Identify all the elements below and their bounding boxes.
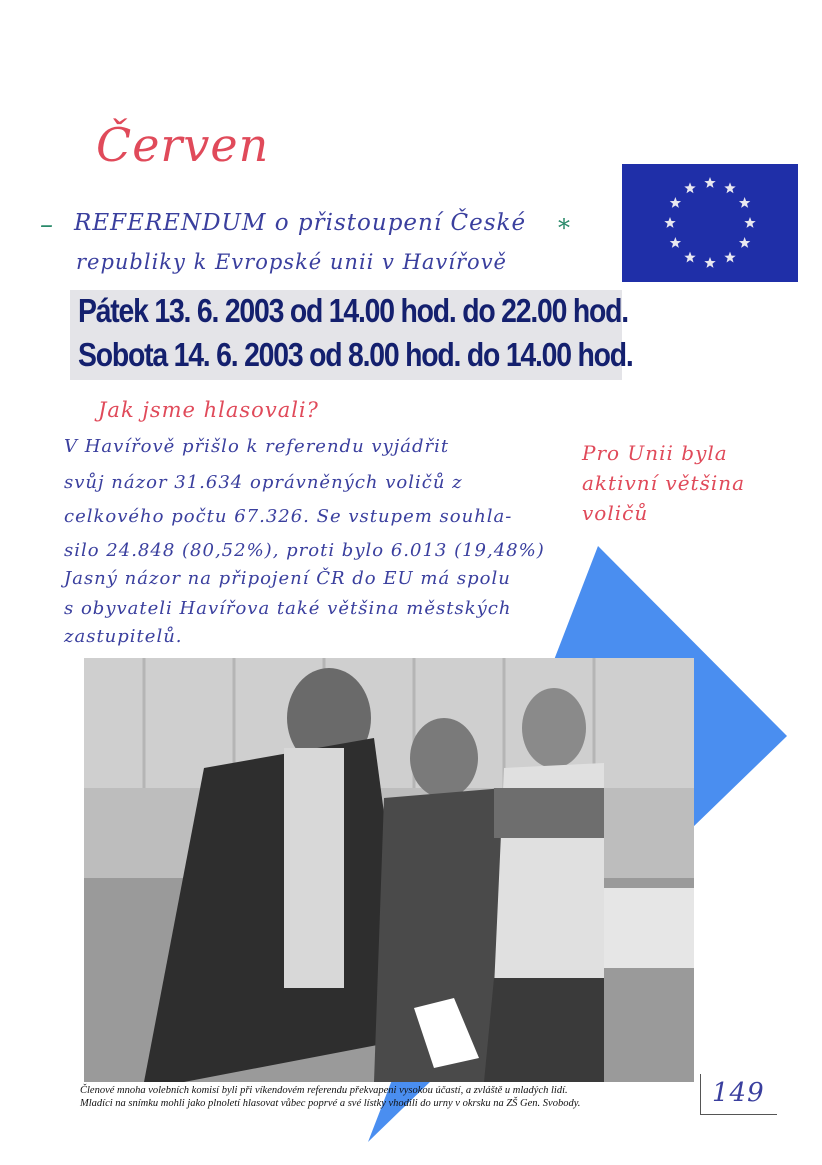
- results-line: zastupitelů.: [64, 626, 183, 647]
- newspaper-photo: [84, 658, 694, 1082]
- referendum-title-line2: republiky k Evropské unii v Havířově: [76, 250, 507, 274]
- results-line: Jasný názor na připojení ČR do EU má spolu: [64, 568, 511, 589]
- star-mark: *: [558, 214, 571, 242]
- side-note: [582, 438, 782, 528]
- referendum-title-line1: REFERENDUM o přistoupení České: [74, 210, 527, 236]
- caption-line: Členové mnoha volebních komisí byli při víkendovém referendu překvapeni vysokou účastí, a zvláště u mladých lidí.: [80, 1085, 568, 1096]
- results-line: s obyvateli Havířova také většina městských: [64, 598, 512, 619]
- results-line: celkového počtu 67.326. Se vstupem souhla-: [64, 506, 513, 527]
- newspaper-clipping-dates: [70, 290, 633, 380]
- results-line: V Havířově přišlo k referendu vyjádřit: [64, 436, 450, 457]
- page-number: 149: [712, 1078, 765, 1108]
- results-line: svůj názor 31.634 oprávněných voličů z: [64, 472, 463, 493]
- results-line: silo 24.848 (80,52%), proti bylo 6.013 (19,48%): [64, 540, 545, 561]
- side-note-line: Pro Unii byla: [582, 441, 728, 465]
- photo-caption: [80, 1084, 700, 1110]
- bullet-dash: –: [40, 210, 54, 240]
- date-friday: Pátek 13. 6. 2003 od 14.00 hod. do 22.00 hod.: [78, 292, 628, 329]
- eu-flag-icon: [622, 164, 798, 282]
- results-title: Jak jsme hlasovali?: [98, 398, 319, 422]
- side-note-line: aktivní většina: [582, 471, 746, 495]
- caption-line: Mladíci na snímku mohli jako plnoletí hlasovat vůbec poprvé a své lístky vhodili do urny v okrsku na ZŠ Gen. Svobody.: [80, 1098, 581, 1109]
- side-note-line: voličů: [582, 501, 649, 525]
- month-heading: Červen: [96, 118, 270, 172]
- date-saturday: Sobota 14. 6. 2003 od 8.00 hod. do 14.00 hod.: [78, 336, 633, 373]
